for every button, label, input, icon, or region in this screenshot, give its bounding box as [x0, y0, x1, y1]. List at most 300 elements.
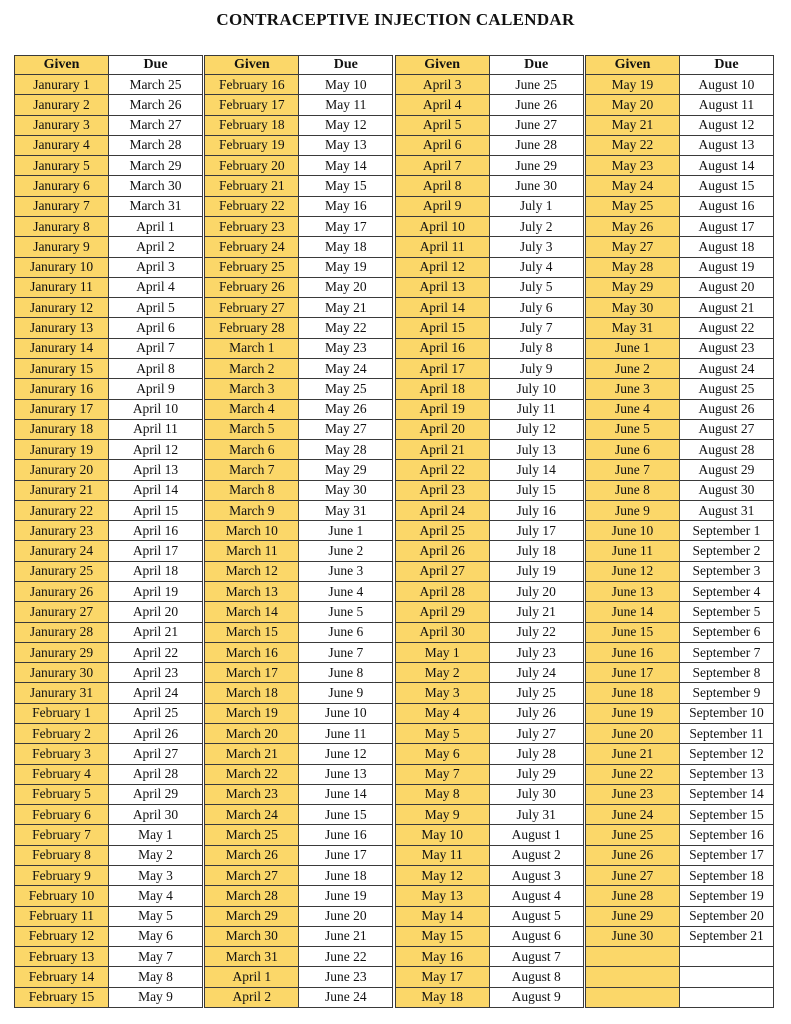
- table-row: [585, 886, 773, 906]
- table-row: [585, 318, 773, 338]
- due-date-cell: July 27: [489, 724, 583, 744]
- given-date-cell: March 16: [205, 642, 299, 662]
- due-date-cell: July 16: [489, 500, 583, 520]
- given-date-cell: Janurary 18: [15, 419, 109, 439]
- due-date-cell: July 31: [489, 805, 583, 825]
- given-date-cell: June 17: [585, 663, 679, 683]
- due-date-cell: March 26: [109, 95, 203, 115]
- due-date-cell: August 8: [489, 967, 583, 987]
- table-row: [395, 237, 583, 257]
- due-date-cell: September 9: [679, 683, 773, 703]
- table-row: [205, 642, 393, 662]
- table-row: [585, 196, 773, 216]
- given-date-cell: April 17: [395, 358, 489, 378]
- table-row: [15, 95, 203, 115]
- table-row: [205, 318, 393, 338]
- given-date-cell: May 30: [585, 298, 679, 318]
- table-row: [15, 987, 203, 1007]
- due-date-cell: April 10: [109, 399, 203, 419]
- table-row: [15, 926, 203, 946]
- given-date-cell: May 29: [585, 277, 679, 297]
- due-date-cell: August 12: [679, 115, 773, 135]
- table-row: [395, 419, 583, 439]
- due-date-cell: August 9: [489, 987, 583, 1007]
- due-date-cell: March 29: [109, 156, 203, 176]
- given-date-cell: May 5: [395, 724, 489, 744]
- table-row: [395, 906, 583, 926]
- table-row: [15, 521, 203, 541]
- header-row: [15, 56, 203, 75]
- header-row: [585, 56, 773, 75]
- table-row: [15, 906, 203, 926]
- due-date-cell: April 4: [109, 277, 203, 297]
- due-date-cell: April 7: [109, 338, 203, 358]
- empty-given-cell: [585, 947, 679, 967]
- table-row: [15, 115, 203, 135]
- table-row: [395, 358, 583, 378]
- due-date-cell: August 21: [679, 298, 773, 318]
- due-date-cell: May 5: [109, 906, 203, 926]
- given-date-cell: February 19: [205, 135, 299, 155]
- due-date-cell: May 23: [299, 338, 393, 358]
- due-date-cell: June 17: [299, 845, 393, 865]
- given-date-cell: February 7: [15, 825, 109, 845]
- given-date-cell: February 20: [205, 156, 299, 176]
- table-row: [15, 622, 203, 642]
- table-row: [205, 845, 393, 865]
- table-row: [585, 865, 773, 885]
- given-header: Given: [15, 56, 109, 75]
- table-row: [585, 156, 773, 176]
- due-date-cell: May 27: [299, 419, 393, 439]
- table-row: [395, 379, 583, 399]
- table-row: [15, 480, 203, 500]
- due-date-cell: April 19: [109, 582, 203, 602]
- given-date-cell: March 4: [205, 399, 299, 419]
- due-date-cell: April 17: [109, 541, 203, 561]
- table-row: [15, 744, 203, 764]
- given-date-cell: April 23: [395, 480, 489, 500]
- given-date-cell: April 5: [395, 115, 489, 135]
- due-date-cell: May 22: [299, 318, 393, 338]
- table-row: [205, 379, 393, 399]
- table-row: [15, 683, 203, 703]
- given-date-cell: March 8: [205, 480, 299, 500]
- table-row: [205, 521, 393, 541]
- table-row: [585, 338, 773, 358]
- table-row: [15, 419, 203, 439]
- empty-given-cell: [585, 967, 679, 987]
- given-date-cell: Janurary 21: [15, 480, 109, 500]
- given-date-cell: May 27: [585, 237, 679, 257]
- due-date-cell: August 2: [489, 845, 583, 865]
- given-date-cell: May 31: [585, 318, 679, 338]
- given-date-cell: May 2: [395, 663, 489, 683]
- page-title: CONTRACEPTIVE INJECTION CALENDAR: [216, 10, 575, 29]
- given-date-cell: June 22: [585, 764, 679, 784]
- table-row: [15, 156, 203, 176]
- given-date-cell: May 17: [395, 967, 489, 987]
- given-date-cell: May 8: [395, 784, 489, 804]
- given-date-cell: May 9: [395, 805, 489, 825]
- table-row: [205, 805, 393, 825]
- table-row: [15, 865, 203, 885]
- due-date-cell: August 24: [679, 358, 773, 378]
- given-date-cell: April 25: [395, 521, 489, 541]
- due-date-cell: September 21: [679, 926, 773, 946]
- given-date-cell: March 23: [205, 784, 299, 804]
- table-row: [205, 95, 393, 115]
- due-date-cell: August 31: [679, 500, 773, 520]
- given-date-cell: March 6: [205, 440, 299, 460]
- table-row: [395, 95, 583, 115]
- table-row: [15, 460, 203, 480]
- due-date-cell: July 28: [489, 744, 583, 764]
- table-row: [395, 926, 583, 946]
- given-date-cell: April 19: [395, 399, 489, 419]
- due-date-cell: September 6: [679, 622, 773, 642]
- table-row: [585, 703, 773, 723]
- given-date-cell: June 19: [585, 703, 679, 723]
- due-date-cell: May 16: [299, 196, 393, 216]
- table-row: [205, 582, 393, 602]
- given-date-cell: April 16: [395, 338, 489, 358]
- due-date-cell: June 2: [299, 541, 393, 561]
- given-date-cell: February 21: [205, 176, 299, 196]
- calendar-tables: [14, 55, 774, 1008]
- given-date-cell: June 28: [585, 886, 679, 906]
- given-date-cell: Janurary 5: [15, 156, 109, 176]
- given-date-cell: March 28: [205, 886, 299, 906]
- due-date-cell: April 30: [109, 805, 203, 825]
- due-date-cell: June 29: [489, 156, 583, 176]
- table-row: [15, 298, 203, 318]
- due-date-cell: June 19: [299, 886, 393, 906]
- due-date-cell: May 31: [299, 500, 393, 520]
- due-date-cell: June 24: [299, 987, 393, 1007]
- table-row: [395, 196, 583, 216]
- due-date-cell: March 27: [109, 115, 203, 135]
- table-row: [15, 764, 203, 784]
- due-date-cell: August 11: [679, 95, 773, 115]
- due-date-cell: August 7: [489, 947, 583, 967]
- given-date-cell: February 26: [205, 277, 299, 297]
- table-row: [15, 561, 203, 581]
- due-date-cell: May 1: [109, 825, 203, 845]
- due-date-cell: September 13: [679, 764, 773, 784]
- table-row: [585, 500, 773, 520]
- given-date-cell: Janurary 16: [15, 379, 109, 399]
- given-date-cell: May 1: [395, 642, 489, 662]
- table-row: [585, 399, 773, 419]
- given-date-cell: June 5: [585, 419, 679, 439]
- due-date-cell: September 19: [679, 886, 773, 906]
- due-date-cell: June 5: [299, 602, 393, 622]
- due-date-cell: April 1: [109, 216, 203, 236]
- table-row: [15, 135, 203, 155]
- given-date-cell: Janurary 11: [15, 277, 109, 297]
- given-date-cell: April 24: [395, 500, 489, 520]
- given-date-cell: May 26: [585, 216, 679, 236]
- given-date-cell: March 3: [205, 379, 299, 399]
- table-row: [15, 602, 203, 622]
- table-row: [205, 277, 393, 297]
- table-row: [395, 947, 583, 967]
- given-date-cell: March 13: [205, 582, 299, 602]
- due-date-cell: September 2: [679, 541, 773, 561]
- table-row: [395, 318, 583, 338]
- given-date-cell: June 1: [585, 338, 679, 358]
- given-date-cell: June 10: [585, 521, 679, 541]
- table-row: [15, 338, 203, 358]
- calendar-column-2: [204, 55, 393, 1008]
- table-row: [15, 845, 203, 865]
- due-date-cell: June 23: [299, 967, 393, 987]
- table-row: [205, 663, 393, 683]
- table-row: [585, 176, 773, 196]
- calendar-column-3: [395, 55, 584, 1008]
- due-date-cell: May 12: [299, 115, 393, 135]
- table-row: [585, 947, 773, 967]
- table-row: [585, 784, 773, 804]
- table-row: [585, 602, 773, 622]
- given-date-cell: March 17: [205, 663, 299, 683]
- due-date-cell: July 18: [489, 541, 583, 561]
- due-date-cell: May 10: [299, 75, 393, 95]
- table-row: [395, 886, 583, 906]
- given-date-cell: February 12: [15, 926, 109, 946]
- due-date-cell: May 2: [109, 845, 203, 865]
- due-date-cell: March 25: [109, 75, 203, 95]
- table-row: [205, 784, 393, 804]
- table-row: [205, 156, 393, 176]
- due-date-cell: August 13: [679, 135, 773, 155]
- given-date-cell: May 20: [585, 95, 679, 115]
- table-row: [395, 622, 583, 642]
- due-date-cell: April 25: [109, 703, 203, 723]
- due-date-cell: April 24: [109, 683, 203, 703]
- given-date-cell: April 1: [205, 967, 299, 987]
- given-date-cell: June 2: [585, 358, 679, 378]
- due-date-cell: September 3: [679, 561, 773, 581]
- empty-due-cell: [679, 987, 773, 1007]
- table-row: [585, 663, 773, 683]
- given-date-cell: April 15: [395, 318, 489, 338]
- due-date-cell: May 6: [109, 926, 203, 946]
- due-date-cell: September 12: [679, 744, 773, 764]
- due-header: Due: [299, 56, 393, 75]
- due-date-cell: June 12: [299, 744, 393, 764]
- table-row: [205, 825, 393, 845]
- given-header: Given: [205, 56, 299, 75]
- given-date-cell: April 13: [395, 277, 489, 297]
- due-date-cell: April 11: [109, 419, 203, 439]
- table-row: [395, 683, 583, 703]
- given-date-cell: March 25: [205, 825, 299, 845]
- table-row: [395, 663, 583, 683]
- given-date-cell: April 26: [395, 541, 489, 561]
- due-date-cell: April 6: [109, 318, 203, 338]
- due-date-cell: April 16: [109, 521, 203, 541]
- given-date-cell: Janurary 20: [15, 460, 109, 480]
- table-row: [585, 237, 773, 257]
- due-date-cell: July 5: [489, 277, 583, 297]
- due-date-cell: September 10: [679, 703, 773, 723]
- given-date-cell: Janurary 8: [15, 216, 109, 236]
- due-date-cell: April 2: [109, 237, 203, 257]
- given-date-cell: February 15: [15, 987, 109, 1007]
- given-date-cell: April 28: [395, 582, 489, 602]
- given-date-cell: April 14: [395, 298, 489, 318]
- header-row: [205, 56, 393, 75]
- due-date-cell: August 1: [489, 825, 583, 845]
- due-date-cell: August 18: [679, 237, 773, 257]
- table-row: [585, 825, 773, 845]
- due-date-cell: August 22: [679, 318, 773, 338]
- table-row: [585, 135, 773, 155]
- table-row: [395, 541, 583, 561]
- given-date-cell: May 3: [395, 683, 489, 703]
- given-date-cell: Janurary 22: [15, 500, 109, 520]
- table-row: [585, 358, 773, 378]
- table-row: [585, 582, 773, 602]
- due-date-cell: June 14: [299, 784, 393, 804]
- table-row: [205, 987, 393, 1007]
- calendar-column-1: [14, 55, 203, 1008]
- due-date-cell: July 3: [489, 237, 583, 257]
- given-header: Given: [395, 56, 489, 75]
- table-row: [585, 926, 773, 946]
- table-row: [395, 845, 583, 865]
- given-date-cell: May 24: [585, 176, 679, 196]
- table-row: [585, 967, 773, 987]
- given-date-cell: April 18: [395, 379, 489, 399]
- due-date-cell: June 4: [299, 582, 393, 602]
- table-row: [585, 298, 773, 318]
- table-row: [205, 135, 393, 155]
- table-row: [395, 561, 583, 581]
- table-row: [585, 440, 773, 460]
- given-date-cell: May 6: [395, 744, 489, 764]
- given-date-cell: February 25: [205, 257, 299, 277]
- table-row: [15, 358, 203, 378]
- table-row: [585, 480, 773, 500]
- due-date-cell: June 21: [299, 926, 393, 946]
- due-date-cell: June 30: [489, 176, 583, 196]
- given-date-cell: April 2: [205, 987, 299, 1007]
- due-date-cell: July 14: [489, 460, 583, 480]
- due-date-cell: August 30: [679, 480, 773, 500]
- given-date-cell: April 12: [395, 257, 489, 277]
- given-date-cell: June 29: [585, 906, 679, 926]
- due-date-cell: April 5: [109, 298, 203, 318]
- due-date-cell: May 24: [299, 358, 393, 378]
- table-row: [395, 805, 583, 825]
- table-row: [15, 886, 203, 906]
- due-date-cell: July 4: [489, 257, 583, 277]
- due-date-cell: June 26: [489, 95, 583, 115]
- table-row: [15, 75, 203, 95]
- table-row: [205, 947, 393, 967]
- due-date-cell: April 27: [109, 744, 203, 764]
- due-date-cell: June 7: [299, 642, 393, 662]
- due-date-cell: May 18: [299, 237, 393, 257]
- given-date-cell: March 20: [205, 724, 299, 744]
- given-date-cell: March 15: [205, 622, 299, 642]
- given-date-cell: Janurary 24: [15, 541, 109, 561]
- given-date-cell: June 27: [585, 865, 679, 885]
- due-date-cell: July 25: [489, 683, 583, 703]
- given-date-cell: February 28: [205, 318, 299, 338]
- due-date-cell: May 4: [109, 886, 203, 906]
- due-date-cell: April 13: [109, 460, 203, 480]
- table-row: [395, 216, 583, 236]
- due-date-cell: September 17: [679, 845, 773, 865]
- given-date-cell: June 7: [585, 460, 679, 480]
- table-row: [15, 825, 203, 845]
- due-date-cell: April 8: [109, 358, 203, 378]
- due-date-cell: May 25: [299, 379, 393, 399]
- given-date-cell: Janurary 25: [15, 561, 109, 581]
- table-row: [395, 521, 583, 541]
- given-date-cell: June 13: [585, 582, 679, 602]
- due-date-cell: May 28: [299, 440, 393, 460]
- table-row: [205, 703, 393, 723]
- due-date-cell: June 15: [299, 805, 393, 825]
- table-row: [395, 784, 583, 804]
- table-row: [585, 764, 773, 784]
- due-date-cell: September 18: [679, 865, 773, 885]
- table-row: [585, 845, 773, 865]
- given-date-cell: February 6: [15, 805, 109, 825]
- given-date-cell: Janurary 1: [15, 75, 109, 95]
- due-date-cell: June 9: [299, 683, 393, 703]
- due-date-cell: April 14: [109, 480, 203, 500]
- given-date-cell: May 23: [585, 156, 679, 176]
- given-date-cell: February 9: [15, 865, 109, 885]
- table-row: [585, 75, 773, 95]
- due-date-cell: June 1: [299, 521, 393, 541]
- table-row: [205, 298, 393, 318]
- due-date-cell: April 26: [109, 724, 203, 744]
- table-row: [15, 642, 203, 662]
- empty-given-cell: [585, 987, 679, 1007]
- table-row: [205, 460, 393, 480]
- due-date-cell: August 15: [679, 176, 773, 196]
- table-row: [395, 602, 583, 622]
- given-date-cell: February 2: [15, 724, 109, 744]
- given-date-cell: February 4: [15, 764, 109, 784]
- due-date-cell: April 9: [109, 379, 203, 399]
- table-row: [205, 744, 393, 764]
- due-date-cell: August 10: [679, 75, 773, 95]
- table-row: [395, 277, 583, 297]
- given-date-cell: May 18: [395, 987, 489, 1007]
- table-row: [15, 582, 203, 602]
- given-date-cell: March 11: [205, 541, 299, 561]
- table-row: [395, 440, 583, 460]
- table-row: [395, 176, 583, 196]
- given-date-cell: April 8: [395, 176, 489, 196]
- given-date-cell: March 21: [205, 744, 299, 764]
- table-row: [585, 683, 773, 703]
- table-row: [15, 216, 203, 236]
- due-date-cell: March 30: [109, 176, 203, 196]
- given-date-cell: May 25: [585, 196, 679, 216]
- given-date-cell: March 24: [205, 805, 299, 825]
- table-row: [205, 115, 393, 135]
- due-date-cell: May 8: [109, 967, 203, 987]
